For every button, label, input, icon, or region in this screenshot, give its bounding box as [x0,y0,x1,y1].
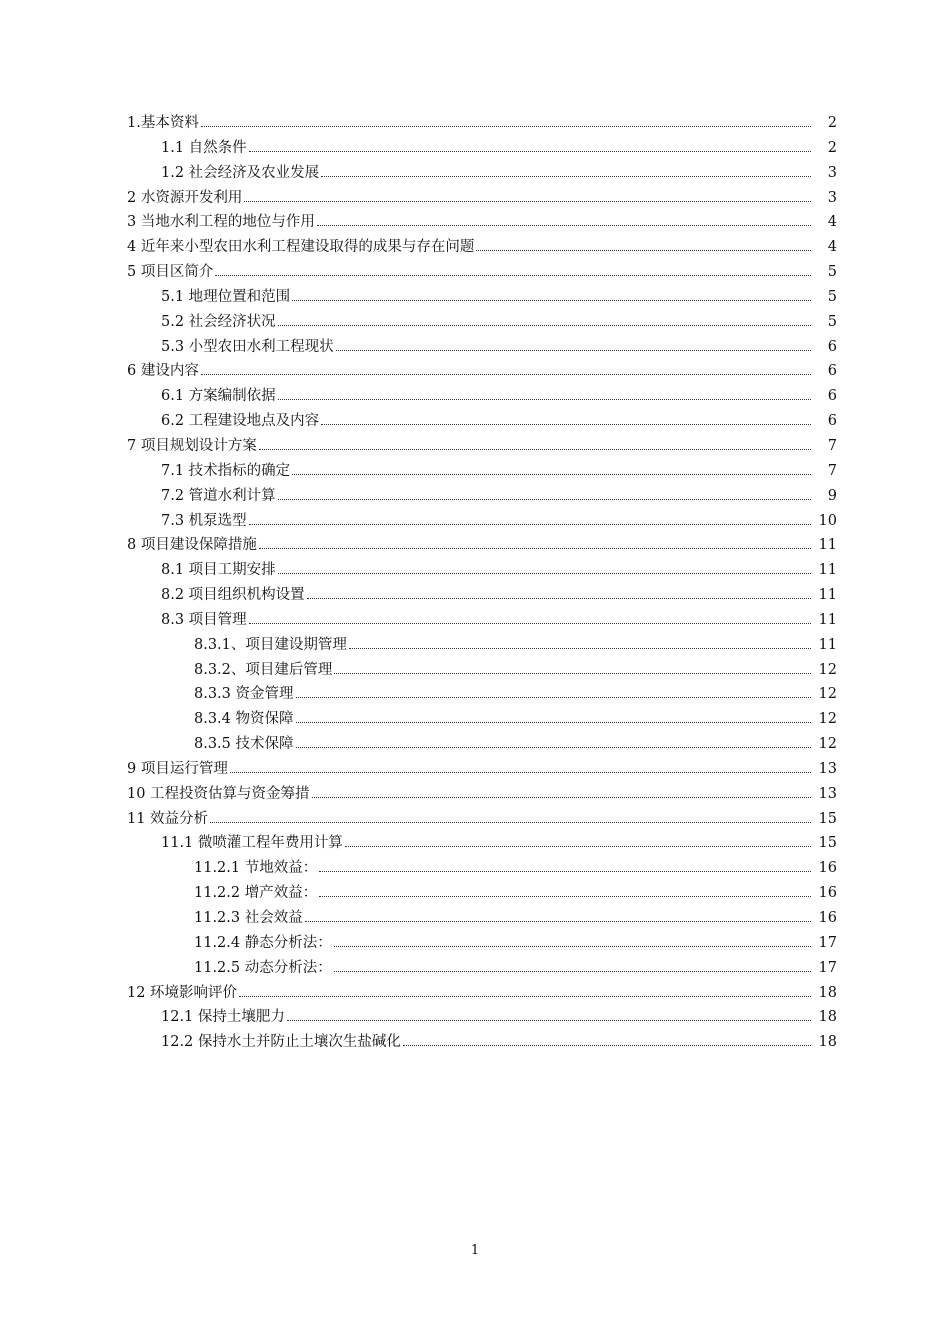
toc-entry[interactable] [127,831,837,856]
toc-entry-title: 5.3 小型农田水利工程现状 [161,338,334,355]
toc-entry-page: 11 [818,636,837,653]
toc-entry[interactable] [127,1005,837,1030]
toc-dot-leader [292,474,811,475]
toc-entry-title: 8.1 项目工期安排 [161,562,276,579]
toc-entry-page: 18 [818,984,837,1001]
toc-entry-page: 17 [818,934,837,951]
toc-dot-leader [296,747,811,748]
toc-dot-leader [259,548,811,549]
toc-entry[interactable] [127,285,837,310]
toc-dot-leader [317,225,811,226]
toc-entry[interactable] [127,608,837,633]
toc-entry-page: 4 [827,239,837,256]
toc-entry-title: 12 环境影响评价 [127,984,238,1001]
toc-entry[interactable] [127,459,837,484]
table-of-contents [127,111,837,1055]
toc-entry[interactable] [127,682,837,707]
toc-entry-title: 6.2 工程建设地点及内容 [161,413,320,430]
toc-entry[interactable] [127,384,837,409]
toc-dot-leader [215,275,811,276]
toc-entry-title: 12.1 保持土壤肥力 [161,1009,285,1026]
toc-entry[interactable] [127,359,837,384]
toc-entry[interactable] [127,583,837,608]
toc-entry-title: 11.1 微喷灌工程年费用计算 [161,835,343,852]
toc-entry[interactable] [127,956,837,981]
toc-dot-leader [244,201,811,202]
toc-entry[interactable] [127,111,837,136]
toc-dot-leader [349,648,811,649]
toc-entry-page: 13 [818,785,837,802]
toc-entry[interactable] [127,981,837,1006]
toc-entry-title: 7.1 技术指标的确定 [161,462,291,479]
toc-entry-page: 11 [818,587,837,604]
toc-entry[interactable] [127,533,837,558]
toc-dot-leader [403,1045,811,1046]
toc-entry-title: 8 项目建设保障措施 [127,537,257,554]
toc-entry-page: 17 [818,959,837,976]
toc-dot-leader [334,971,811,972]
toc-entry-page: 15 [818,810,837,827]
toc-entry-page: 4 [827,214,837,231]
toc-entry-page: 3 [827,164,837,181]
toc-entry-title: 5.1 地理位置和范围 [161,288,291,305]
toc-entry[interactable] [127,136,837,161]
toc-entry[interactable] [127,310,837,335]
toc-dot-leader [239,996,811,997]
toc-entry-title: 8.3 项目管理 [161,611,247,628]
toc-entry-title: 4 近年来小型农田水利工程建设取得的成果与存在问题 [127,239,475,256]
toc-entry-title: 8.3.4 物资保障 [194,711,294,728]
toc-entry-page: 15 [818,835,837,852]
toc-dot-leader [259,449,811,450]
toc-entry-page: 18 [818,1034,837,1051]
toc-entry-page: 12 [818,736,837,753]
toc-entry[interactable] [127,931,837,956]
toc-entry-title: 8.3.1、项目建设期管理 [194,636,347,653]
toc-entry[interactable] [127,434,837,459]
toc-entry-page: 5 [827,264,837,281]
toc-entry-page: 3 [827,189,837,206]
toc-entry-title: 6 建设内容 [127,363,199,380]
toc-entry-title: 12.2 保持水土并防止土壤次生盐碱化 [161,1034,401,1051]
toc-entry-title: 7.2 管道水利计算 [161,487,276,504]
toc-entry-page: 11 [818,562,837,579]
page-number: 1 [470,1243,480,1258]
toc-dot-leader [210,822,811,823]
toc-dot-leader [312,797,811,798]
toc-entry-title: 11.2.3 社会效益 [194,910,303,926]
toc-entry-page: 10 [818,512,837,529]
toc-dot-leader [336,350,811,351]
toc-entry-title: 10 工程投资估算与资金筹措 [127,785,310,802]
toc-entry-title: 7 项目规划设计方案 [127,437,257,454]
toc-entry[interactable] [127,906,837,931]
toc-entry-page: 2 [827,115,837,131]
toc-entry[interactable] [127,658,837,683]
toc-entry-title: 1.基本资料 [127,115,199,131]
toc-entry[interactable] [127,210,837,235]
toc-entry-title: 11.2.2 增产效益： [194,885,318,902]
toc-entry[interactable] [127,558,837,583]
toc-dot-leader [292,300,811,301]
toc-dot-leader [230,772,811,773]
toc-dot-leader [319,871,811,872]
toc-dot-leader [319,896,811,897]
toc-entry-title: 3 当地水利工程的地位与作用 [127,214,315,231]
toc-entry-page: 5 [827,288,837,305]
toc-entry-title: 8.3.3 资金管理 [194,686,294,703]
toc-entry-title: 9 项目运行管理 [127,760,228,777]
toc-entry-title: 8.3.5 技术保障 [194,736,294,753]
toc-dot-leader [321,176,811,177]
toc-entry-title: 1.2 社会经济及农业发展 [161,164,320,181]
toc-entry[interactable] [127,633,837,658]
toc-entry-title: 5.2 社会经济状况 [161,313,276,330]
toc-entry-title: 11.2.1 节地效益： [194,860,318,877]
toc-entry-title: 6.1 方案编制依据 [161,388,276,405]
toc-dot-leader [249,623,811,624]
toc-dot-leader [278,499,811,500]
toc-entry-title: 5 项目区简介 [127,264,214,281]
toc-entry[interactable] [127,335,837,360]
toc-entry[interactable] [127,807,837,832]
toc-entry[interactable] [127,757,837,782]
toc-dot-leader [287,1020,811,1021]
toc-entry-page: 16 [818,910,837,926]
toc-entry[interactable] [127,235,837,260]
toc-entry[interactable] [127,707,837,732]
toc-entry-page: 9 [827,487,837,504]
toc-dot-leader [249,524,811,525]
toc-dot-leader [278,325,811,326]
toc-entry-title: 8.3.2、项目建后管理 [194,661,333,678]
toc-entry-page: 11 [818,611,837,628]
toc-entry-title: 11 效益分析 [127,810,209,827]
toc-dot-leader [296,722,811,723]
toc-entry-page: 13 [818,760,837,777]
toc-dot-leader [334,946,811,947]
toc-entry-page: 6 [827,338,837,355]
toc-dot-leader [201,126,811,127]
toc-entry[interactable] [127,856,837,881]
toc-dot-leader [476,250,811,251]
toc-entry[interactable] [127,881,837,906]
toc-entry[interactable] [127,509,837,534]
toc-entry-page: 7 [827,462,837,479]
toc-entry-page: 5 [827,313,837,330]
toc-dot-leader [278,573,811,574]
toc-dot-leader [201,374,811,375]
toc-entry-page: 7 [827,437,837,454]
toc-dot-leader [296,697,811,698]
toc-entry-title: 8.2 项目组织机构设置 [161,587,305,604]
toc-dot-leader [278,399,811,400]
toc-entry-page: 16 [818,885,837,902]
toc-entry-page: 6 [827,413,837,430]
toc-entry[interactable] [127,1030,837,1055]
toc-entry[interactable] [127,186,837,211]
toc-entry-title: 2 水资源开发利用 [127,189,243,206]
toc-dot-leader [345,846,811,847]
toc-entry-page: 6 [827,388,837,405]
toc-entry-page: 12 [818,686,837,703]
toc-entry[interactable] [127,260,837,285]
toc-entry-title: 1.1 自然条件 [161,139,247,156]
toc-entry[interactable] [127,782,837,807]
toc-dot-leader [334,673,811,674]
toc-entry-page: 6 [827,363,837,380]
toc-dot-leader [307,598,811,599]
toc-dot-leader [305,921,811,922]
toc-entry[interactable] [127,161,837,186]
toc-entry-page: 12 [818,711,837,728]
toc-entry[interactable] [127,732,837,757]
toc-entry[interactable] [127,409,837,434]
toc-entry-page: 12 [818,661,837,678]
toc-dot-leader [249,151,811,152]
toc-dot-leader [321,424,811,425]
toc-entry-page: 16 [818,860,837,877]
toc-entry-page: 11 [818,537,837,554]
toc-entry-title: 7.3 机泵选型 [161,512,247,529]
toc-entry[interactable] [127,484,837,509]
toc-entry-title: 11.2.5 动态分析法： [194,959,332,976]
toc-entry-page: 2 [827,139,837,156]
toc-entry-page: 18 [818,1009,837,1026]
toc-entry-title: 11.2.4 静态分析法： [194,934,332,951]
